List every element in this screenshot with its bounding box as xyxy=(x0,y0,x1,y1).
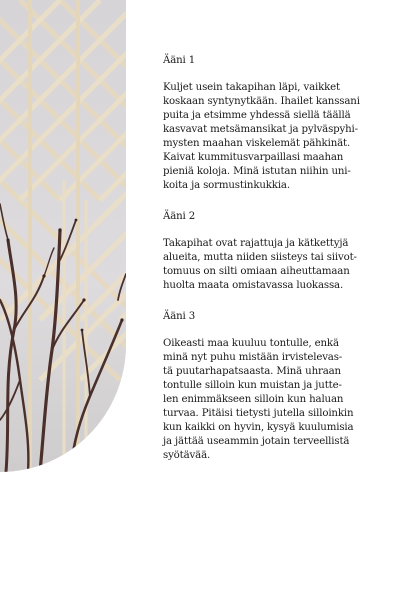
text-line: alueita, mutta niiden siisteys tai siivot- xyxy=(163,252,357,263)
text-line: len enimmäkseen silloin kun haluan xyxy=(163,394,344,405)
section-body xyxy=(163,237,383,293)
text-line: turvaa. Pitäisi tietysti jutella silloinkin xyxy=(163,408,354,419)
text-line: kun kaikki on hyvin, kysyä kuulumisia xyxy=(163,422,354,433)
section-aani-2 xyxy=(163,210,383,293)
text-line: puita ja etsimme yhdessä siellä täällä xyxy=(163,110,351,121)
text-line: tä puutarhapatsaasta. Minä uhraan xyxy=(163,366,341,377)
text-line: mysten maahan viskelemät pähkinät. xyxy=(163,138,351,149)
poem-text-column xyxy=(163,54,383,480)
section-aani-3 xyxy=(163,310,383,463)
section-body xyxy=(163,81,383,193)
section-body xyxy=(163,337,383,463)
text-line: tomuus on silti omiaan aiheuttamaan xyxy=(163,266,350,277)
text-line: minä nyt puhu mistään irvistelevas- xyxy=(163,352,343,363)
lattice-branches-photo xyxy=(0,0,126,472)
section-heading: Ääni 3 xyxy=(163,311,196,322)
text-line: kasvavat metsämansikat ja pylväspyhi- xyxy=(163,124,358,135)
photo-illustration xyxy=(0,0,126,472)
text-line: koita ja sormustinkukkia. xyxy=(163,180,290,191)
text-line: Kuljet usein takapihan läpi, vaikket xyxy=(163,82,340,93)
section-heading: Ääni 1 xyxy=(163,55,196,66)
text-line: Takapihat ovat rajattuja ja kätkettyjä xyxy=(163,238,349,249)
text-line: koskaan syntynytkään. Ihailet kanssani xyxy=(163,96,360,107)
text-line: pieniä koloja. Minä istutan niihin uni- xyxy=(163,166,351,177)
text-line: ja jättää useammin jotain terveellistä xyxy=(163,436,350,447)
text-line: Kaivat kummitusvarpaillasi maahan xyxy=(163,152,344,163)
section-heading: Ääni 2 xyxy=(163,211,196,222)
text-line: Oikeasti maa kuuluu tontulle, enkä xyxy=(163,338,339,349)
text-line: tontulle silloin kun muistan ja jutte- xyxy=(163,380,342,391)
section-aani-1 xyxy=(163,54,383,193)
text-line: syötävää. xyxy=(163,450,211,461)
text-line: huolta maata omistavassa luokassa. xyxy=(163,280,344,291)
